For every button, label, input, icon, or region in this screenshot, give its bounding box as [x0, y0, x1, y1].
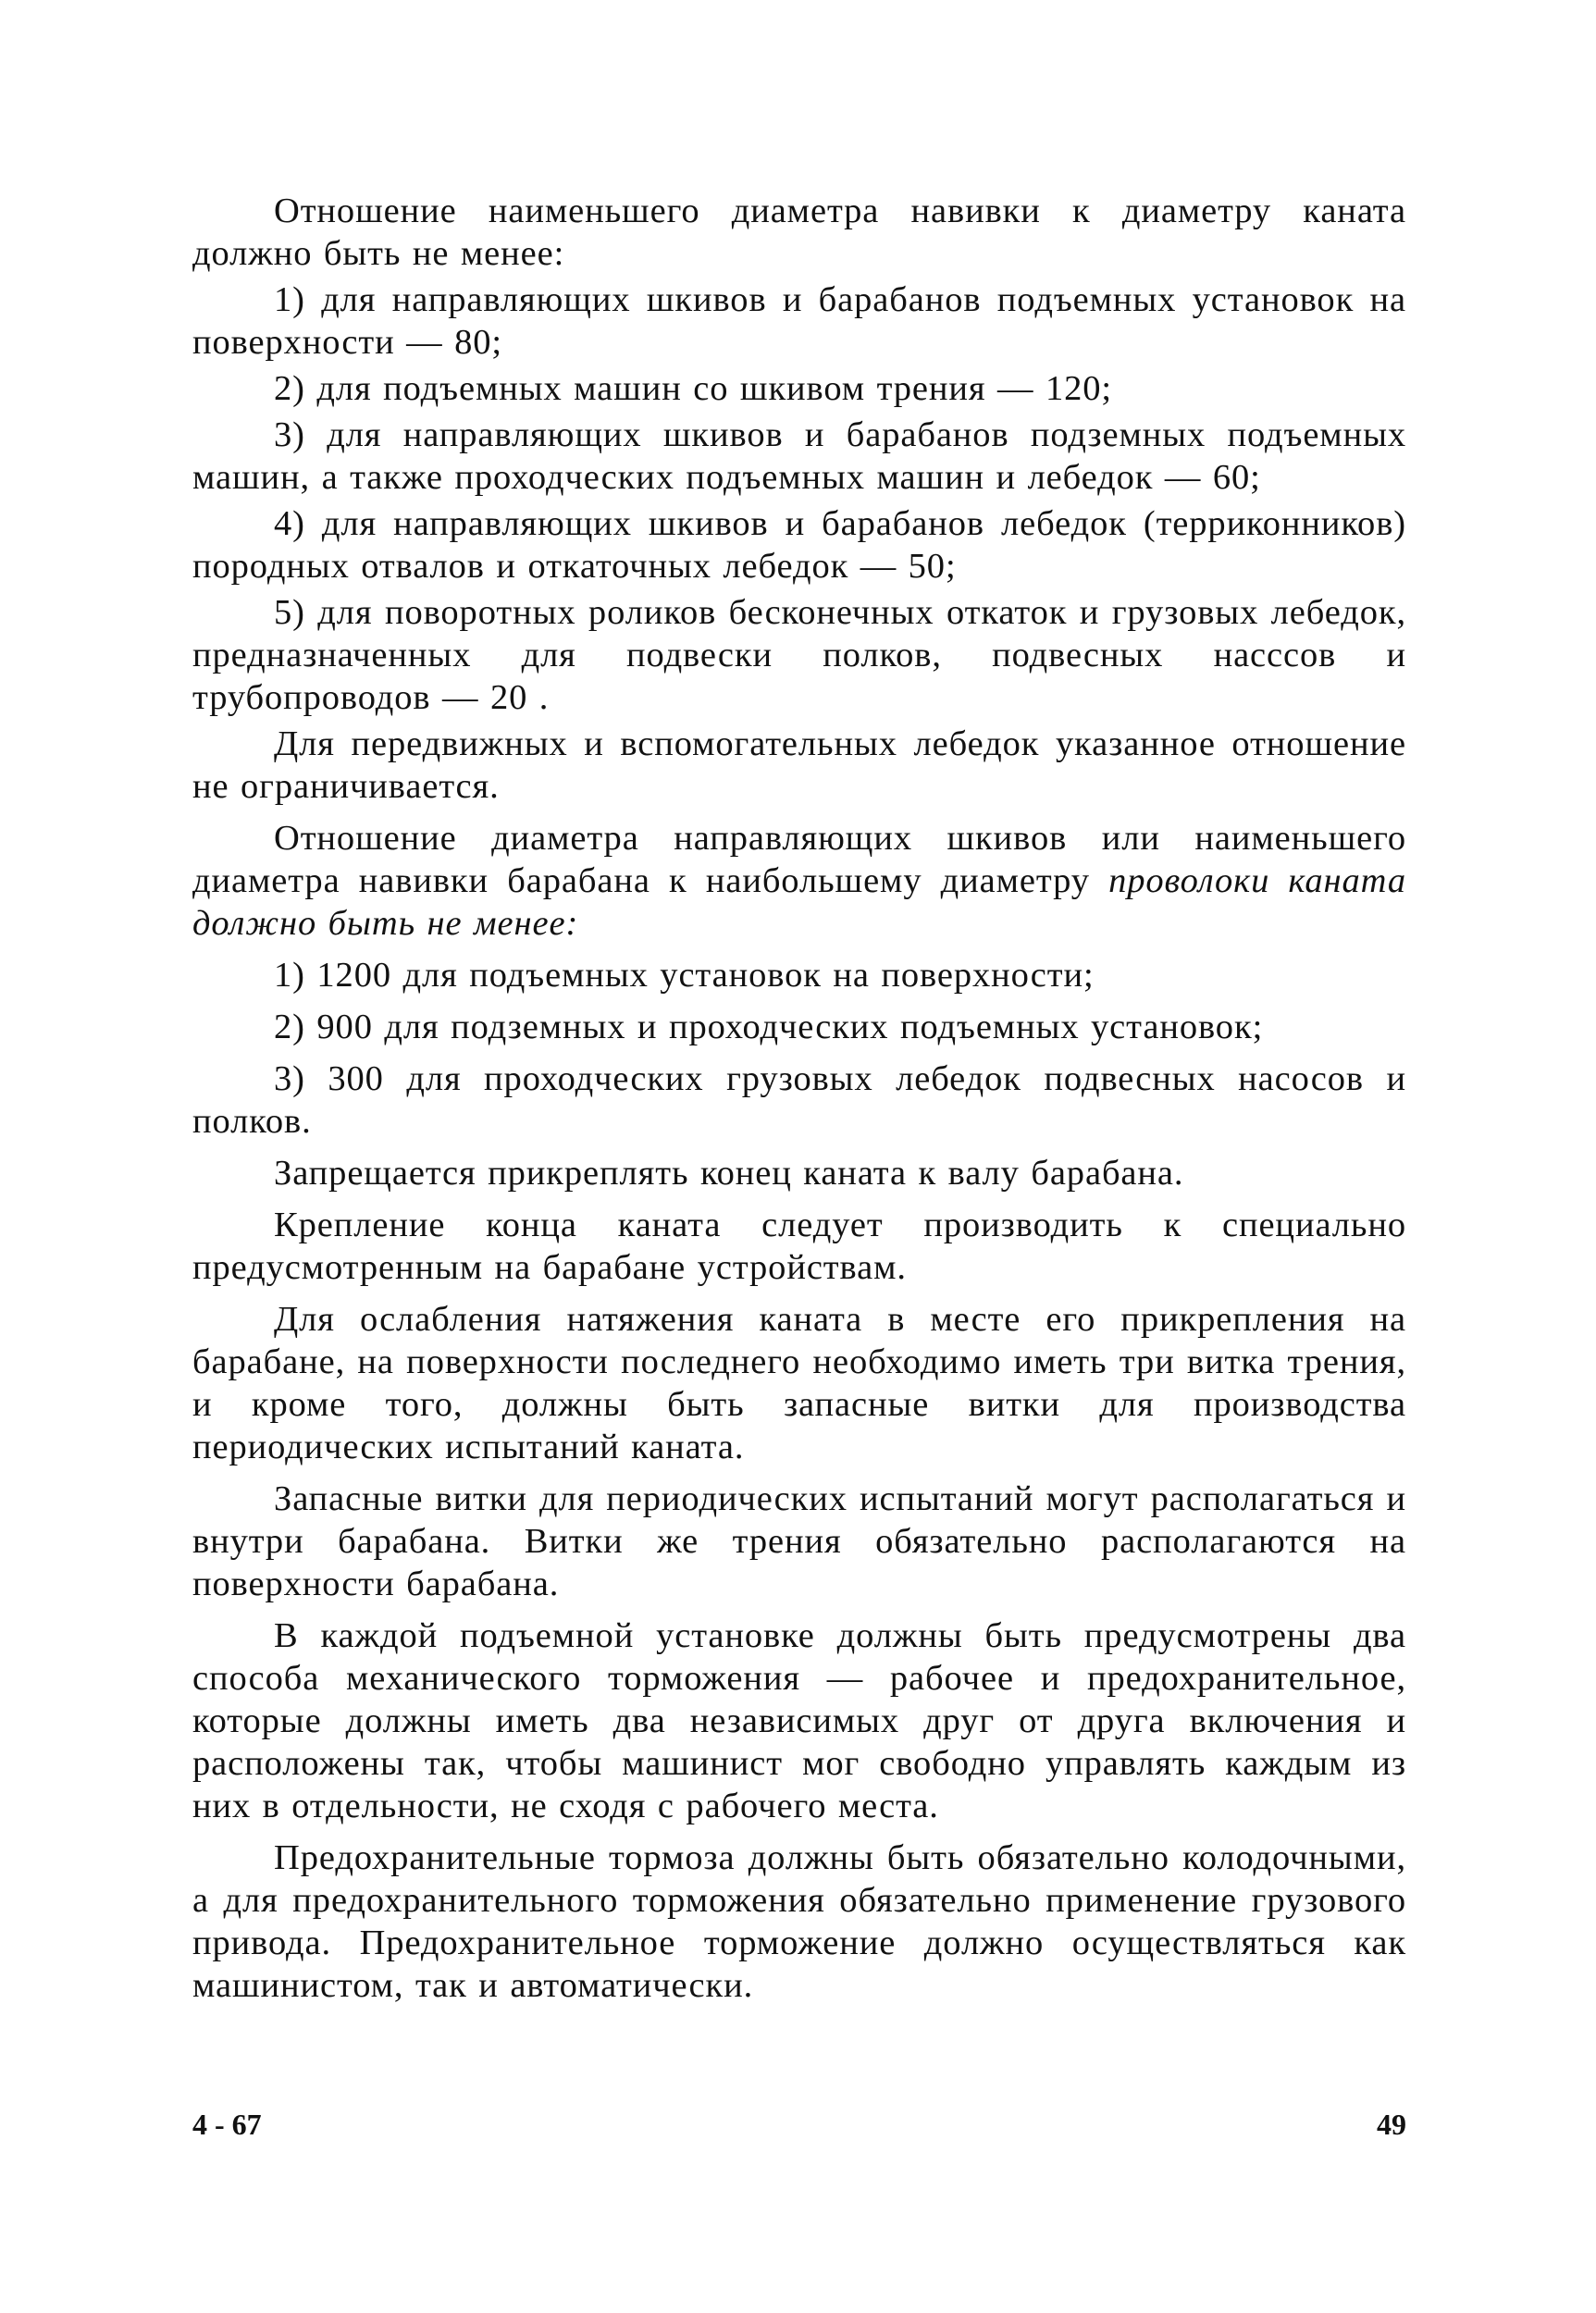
list-item-spoil-heap-winches: 4) для направляющих шкивов и барабанов лебедок (терриконников) породных отвалов и откаточных лебедок — 50;: [192, 504, 1406, 586]
paragraph-braking-methods: В каждой подъемной установке должны быть предусмотрены два способа механического торможения — рабочее и предохранительное, которые должны иметь два независимых друг от друга включения и расположены так, чтобы машинист мог свободно управлять каждым из них в отдельности, не сходя с рабочего места.: [192, 1616, 1406, 1825]
list-item-underground-machines: 3) для направляющих шкивов и барабанов подземных подъемных машин, а также проходческих подъемных машин и лебедок — 60;: [192, 415, 1406, 497]
list-item-1200: 1) 1200 для подъемных установок на поверхности;: [274, 956, 1095, 995]
paragraph-prohibition: Запрещается прикреплять конец каната к валу барабана.: [274, 1154, 1184, 1193]
paragraph-wire-ratio-part2: проволоки каната должно быть не менее:: [192, 861, 1406, 943]
page-footer: [192, 2108, 1406, 2145]
paragraph-mobile-winches: Для передвижных и вспомогательных лебедок указанное отношение не ограничивается.: [192, 724, 1406, 806]
paragraph-spare-turns: Запасные витки для периодических испытаний могут располагаться и внутри барабана. Витки же трения обязательно располагаются на поверхности барабана.: [192, 1479, 1406, 1603]
paragraph-wire-diameter-ratio: [192, 817, 1406, 945]
paragraph-safety-brakes: Предохранительные тормоза должны быть обязательно колодочными, а для предохранительного торможения обязательно применение грузового привода. Предохранительное торможение должно осуществляться как машинистом, так и автоматически.: [192, 1838, 1406, 2005]
list-item-friction-sheave: 2) для подъемных машин со шкивом трения — 120;: [274, 369, 1113, 408]
paragraph-wrap-ratio: Отношение наименьшего диаметра навивки к диаметру каната должно быть не менее:: [192, 192, 1406, 273]
list-item-rollers: 5) для поворотных роликов бесконечных откаток и грузовых лебедок, предназначенных для подвески полков, подвесных насссов и трубопроводов — 20 .: [192, 593, 1406, 717]
paragraph-wire-ratio-part1: Отношение диаметра направляющих шкивов или наименьшего диаметра навивки барабана к наибольшему диаметру: [192, 819, 1406, 900]
list-item-surface-sheaves: 1) для направляющих шкивов и барабанов подъемных установок на поверхности — 80;: [192, 280, 1406, 362]
paragraph-rope-fastening: Крепление конца каната следует производить к специально предусмотренным на барабане устройствам.: [192, 1206, 1406, 1287]
list-item-900: 2) 900 для подземных и проходческих подъемных установок;: [274, 1008, 1264, 1046]
page-body: [192, 190, 1406, 2010]
paragraph-friction-turns: Для ослабления натяжения каната в месте его прикрепления на барабане, на поверхности последнего необходимо иметь три витка трения, и кроме того, должны быть запасные витки для производства периодических испытаний каната.: [192, 1300, 1406, 1466]
printer-signature: 4 - 67: [192, 2108, 262, 2141]
page-number: 49: [1377, 2108, 1406, 2141]
list-item-300: 3) 300 для проходческих грузовых лебедок подвесных насосов и полков.: [192, 1059, 1406, 1141]
